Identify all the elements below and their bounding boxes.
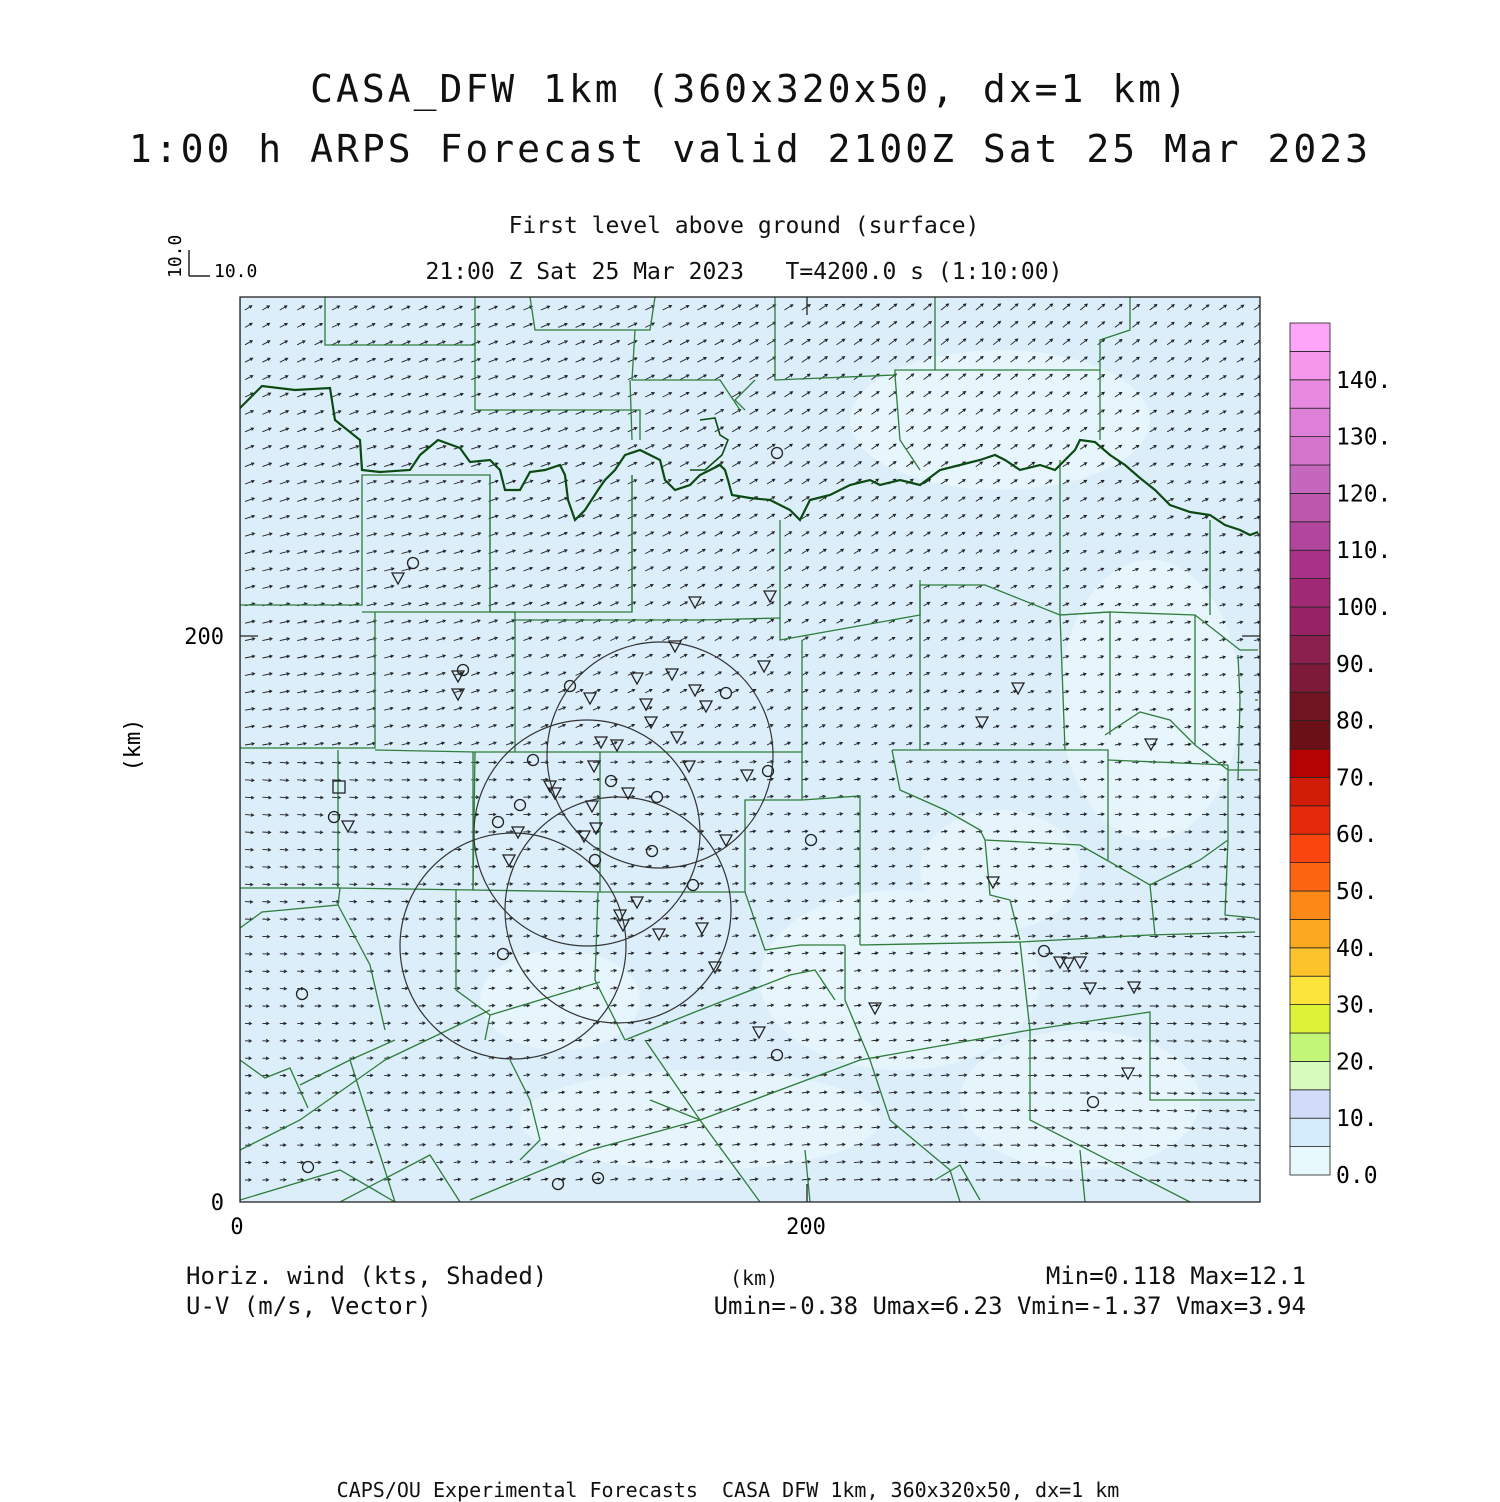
colorbar-swatch <box>1290 1061 1330 1089</box>
colorbar-swatch <box>1290 380 1330 408</box>
vector-key-x-label: 10.0 <box>214 261 258 282</box>
valid-time-label: 21:00 Z Sat 25 Mar 2023 T=4200.0 s (1:10:00) <box>425 259 1063 285</box>
colorbar-label: 0.0 <box>1336 1163 1378 1189</box>
y-axis-label: (km) <box>121 718 146 772</box>
title-line-2: 1:00 h ARPS Forecast valid 2100Z Sat 25 Mar 2023 <box>128 127 1372 171</box>
colorbar-swatch <box>1290 721 1330 749</box>
colorbar-swatches <box>1290 323 1330 1175</box>
colorbar-swatch <box>1290 437 1330 465</box>
colorbar-swatch <box>1290 493 1330 521</box>
colorbar-label: 100. <box>1336 595 1392 621</box>
colorbar-swatch <box>1290 806 1330 834</box>
colorbar-label: 80. <box>1336 708 1378 735</box>
colorbar-swatch <box>1290 1033 1330 1061</box>
x-tick-0: 0 <box>230 1215 244 1240</box>
y-tick-200: 200 <box>184 625 224 650</box>
colorbar-swatch <box>1290 550 1330 578</box>
colorbar-swatch <box>1290 834 1330 862</box>
vector-key-y-label: 10.0 <box>165 234 186 278</box>
colorbar-swatch <box>1290 692 1330 720</box>
colorbar-swatch <box>1290 1118 1330 1146</box>
colorbar-swatch <box>1290 1147 1330 1175</box>
colorbar-swatch <box>1290 777 1330 805</box>
colorbar-swatch <box>1290 976 1330 1004</box>
colorbar-label: 110. <box>1336 538 1392 565</box>
footer-vector-label: U-V (m/s, Vector) <box>186 1292 432 1320</box>
colorbar-swatch <box>1290 635 1330 663</box>
colorbar-label: 130. <box>1336 424 1392 451</box>
colorbar-swatch <box>1290 579 1330 607</box>
colorbar-swatch <box>1290 522 1330 550</box>
colorbar-label: 70. <box>1336 765 1378 792</box>
title-line-1: CASA_DFW 1km (360x320x50, dx=1 km) <box>310 67 1190 111</box>
colorbar-label: 30. <box>1336 992 1378 1019</box>
colorbar-swatch <box>1290 919 1330 947</box>
colorbar-swatch <box>1290 749 1330 777</box>
footer-uv-stats: Umin=-0.38 Umax=6.23 Vmin=-1.37 Vmax=3.94 <box>713 1292 1306 1320</box>
footer-minmax: Min=0.118 Max=12.1 <box>1045 1262 1306 1290</box>
colorbar-label: 50. <box>1336 879 1378 905</box>
colorbar-swatch <box>1290 891 1330 919</box>
colorbar-label: 40. <box>1336 935 1378 962</box>
colorbar-swatch <box>1290 351 1330 379</box>
colorbar-label: 140. <box>1336 367 1392 394</box>
colorbar-label: 60. <box>1336 822 1378 849</box>
footer-field-label: Horiz. wind (kts, Shaded) <box>186 1262 548 1290</box>
colorbar-label: 20. <box>1336 1049 1378 1076</box>
colorbar-swatch <box>1290 1090 1330 1118</box>
credit-line: CAPS/OU Experimental Forecasts CASA DFW 1km, 360x320x50, dx=1 km <box>336 1478 1120 1502</box>
colorbar-label: 10. <box>1336 1106 1378 1133</box>
y-tick-0: 0 <box>210 1191 224 1216</box>
colorbar-label: 120. <box>1336 481 1392 508</box>
colorbar-swatch <box>1290 1005 1330 1033</box>
colorbar-swatch <box>1290 323 1330 351</box>
colorbar-swatch <box>1290 465 1330 493</box>
colorbar-labels <box>1336 368 1391 1189</box>
level-label: First level above ground (surface) <box>508 213 980 239</box>
colorbar-swatch <box>1290 863 1330 891</box>
colorbar-swatch <box>1290 607 1330 635</box>
colorbar-swatch <box>1290 408 1330 436</box>
colorbar-label: 90. <box>1336 651 1378 678</box>
x-tick-200: 200 <box>786 1215 826 1240</box>
x-axis-label: (km) <box>730 1266 779 1290</box>
colorbar-swatch <box>1290 664 1330 692</box>
colorbar-swatch <box>1290 948 1330 976</box>
